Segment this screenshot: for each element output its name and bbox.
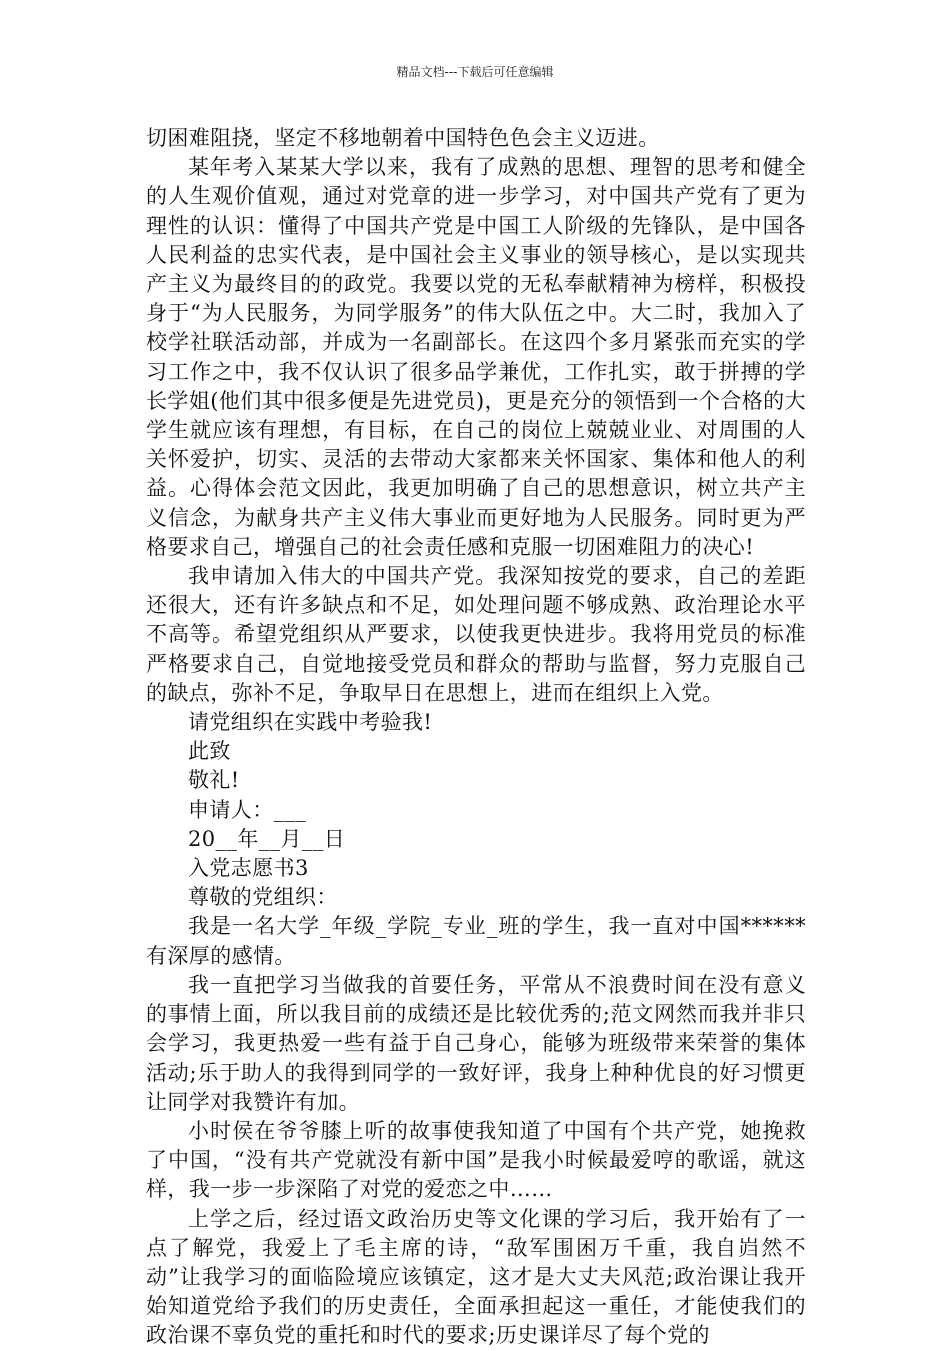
document-body	[146, 124, 806, 1351]
applicant-line: 申请人：___	[188, 797, 307, 822]
paragraph-intro: 我是一名大学_年级_学院_专业_班的学生，我一直对中国******有深厚的感情。	[146, 914, 806, 968]
closing-request: 请党组织在实践中考验我!	[188, 710, 433, 735]
paragraph-application: 我申请加入伟大的中国共产党。我深知按党的要求，自己的差距还很大，还有许多缺点和不足，如处理问题不够成熟、政治理论水平不高等。希望党组织从严要求，以使我更快进步。我将用党员的标准严格要求自己，自觉地接受党员和群众的帮助与监督，努力克服自己的缺点，弥补不足，争取早日在思想上，进而在组织上入党。	[146, 564, 806, 705]
date-line: 20__年__月__日	[188, 826, 346, 851]
paragraph-school: 上学之后，经过语文政治历史等文化课的学习后，我开始有了一点了解党，我爱上了毛主席的诗，“敌军围困万千重，我自岿然不动”让我学习的面临险境应该镇定，这才是大丈夫风范;政治课让我开始知道党给予我们的历史责任，全面承担起这一重任，才能使我们的政治课不辜负党的重托和时代的要求;历史课详尽了每个党的	[146, 1206, 806, 1348]
section-title: 入党志愿书3	[188, 856, 309, 881]
paragraph-continuation: 切困难阻挠，坚定不移地朝着中国特色色会主义迈进。	[146, 126, 660, 150]
paragraph-study: 我一直把学习当做我的首要任务，平常从不浪费时间在没有意义的事情上面，所以我目前的成绩还是比较优秀的;范文网然而我并非只会学习，我更热爱一些有益于自己身心，能够为班级带来荣誉的集体活动;乐于助人的我得到同学的一致好评，我身上种种优良的好习惯更让同学对我赞许有加。	[146, 972, 806, 1114]
page-header: 精品文档---下载后可任意编辑	[396, 65, 554, 79]
paragraph-childhood: 小时侯在爷爷膝上听的故事使我知道了中国有个共产党，她挽救了中国，“没有共产党就没有新中国”是我小时候最爱哼的歌谣，就这样，我一步一步深陷了对党的爱恋之中……	[146, 1118, 806, 1202]
salutation-cizhi: 此致	[188, 739, 231, 764]
paragraph-university-experience: 某年考入某某大学以来，我有了成熟的思想、理智的思考和健全的人生观价值观，通过对党章的进一步学习，对中国共产党有了更为理性的认识：懂得了中国共产党是中国工人阶级的先锋队，是中国各人民利益的忠实代表，是中国社会主义事业的领导核心，是以实现共产主义为最终目的的政党。我要以党的无私奉献精神为榜样，积极投身于“为人民服务，为同学服务”的伟大队伍之中。大二时，我加入了校学社联活动部，并成为一名副部长。在这四个多月紧张而充实的学习工作之中，我不仅认识了很多品学兼优，工作扎实，敢于拼搏的学长学姐(他们其中很多便是先进党员)，更是充分的领悟到一个合格的大学生就应该有理想，有目标，在自己的岗位上兢兢业业、对周围的人关怀爱护，切实、灵活的去带动大家都来关怀国家、集体和他人的利益。心得体会范文因此，我更加明确了自己的思想意识，树立共产主义信念，为献身共产主义伟大事业而更好地为人民服务。同时更为严格要求自己，增强自己的社会责任感和克服一切困难阻力的决心!	[146, 155, 806, 559]
salutation-jingli: 敬礼!	[188, 768, 240, 793]
greeting: 尊敬的党组织：	[188, 885, 338, 910]
